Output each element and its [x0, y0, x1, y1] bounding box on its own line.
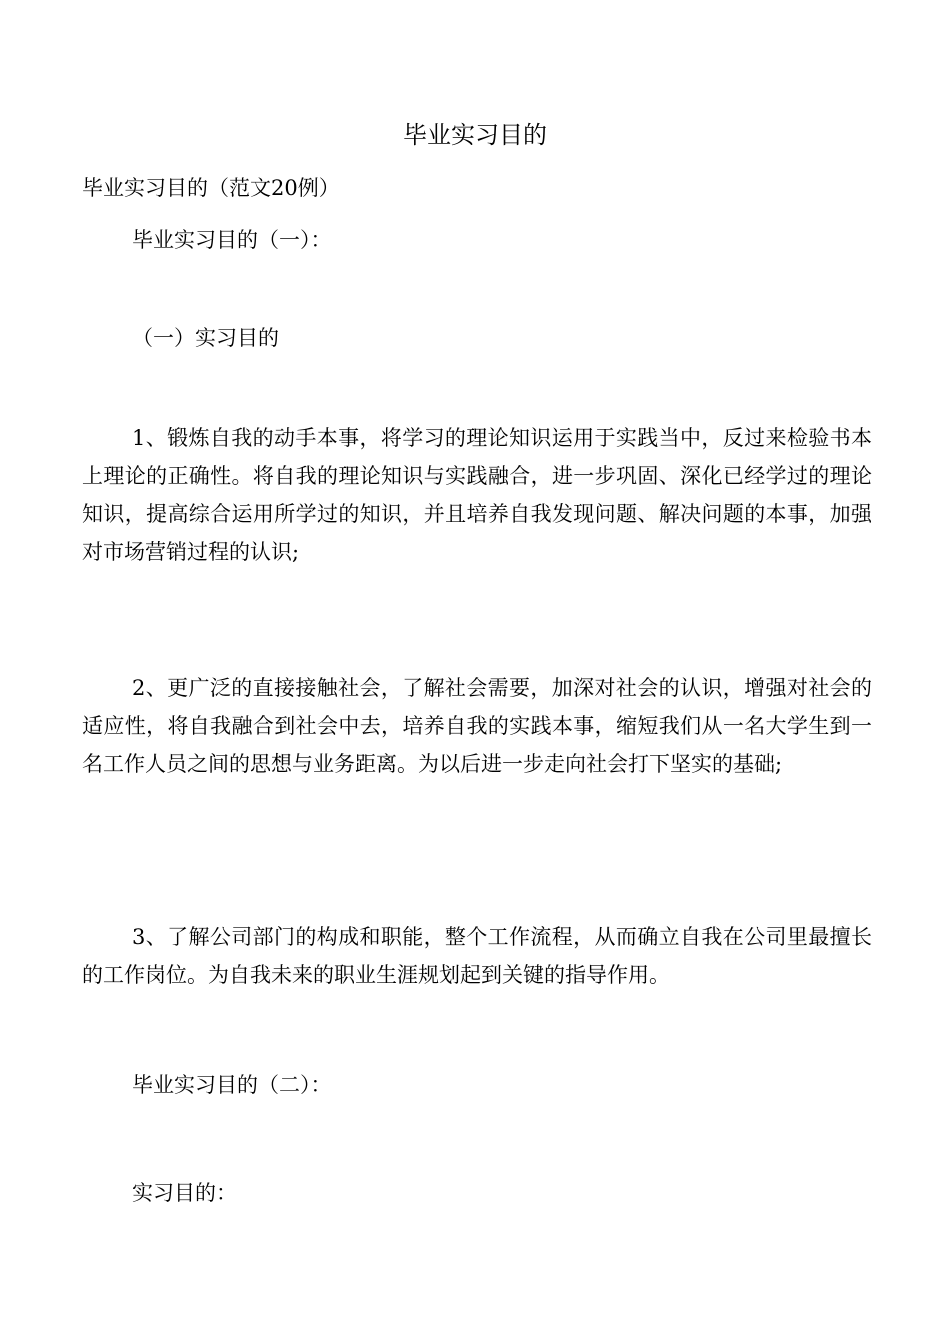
- sub-heading: （一）实习目的: [132, 326, 279, 350]
- document-title: 毕业实习目的: [403, 121, 547, 149]
- section-heading-2: 毕业实习目的（二）：: [132, 1073, 332, 1097]
- section-heading-1: 毕业实习目的（一）：: [132, 228, 332, 252]
- paragraph-1: 1、锻炼自我的动手本事，将学习的理论知识运用于实践当中，反过来检验书本上理论的正确性。将自我的理论知识与实践融合，进一步巩固、深化已经学过的理论知识，提高综合运用所学过的知识，并且培养自我发现问题、解决问题的本事，加强对市场营销过程的认识;: [82, 426, 872, 564]
- document-subtitle: 毕业实习目的（范文20例）: [82, 176, 340, 200]
- paragraph-2: 2、更广泛的直接接触社会，了解社会需要，加深对社会的认识，增强对社会的适应性，将自我融合到社会中去，培养自我的实践本事，缩短我们从一名大学生到一名工作人员之间的思想与业务距离。为以后进一步走向社会打下坚实的基础;: [82, 676, 872, 776]
- paragraph-3: 3、了解公司部门的构成和职能，整个工作流程，从而确立自我在公司里最擅长的工作岗位。为自我未来的职业生涯规划起到关键的指导作用。: [82, 925, 872, 987]
- section-2-subheading: 实习目的：: [132, 1181, 237, 1205]
